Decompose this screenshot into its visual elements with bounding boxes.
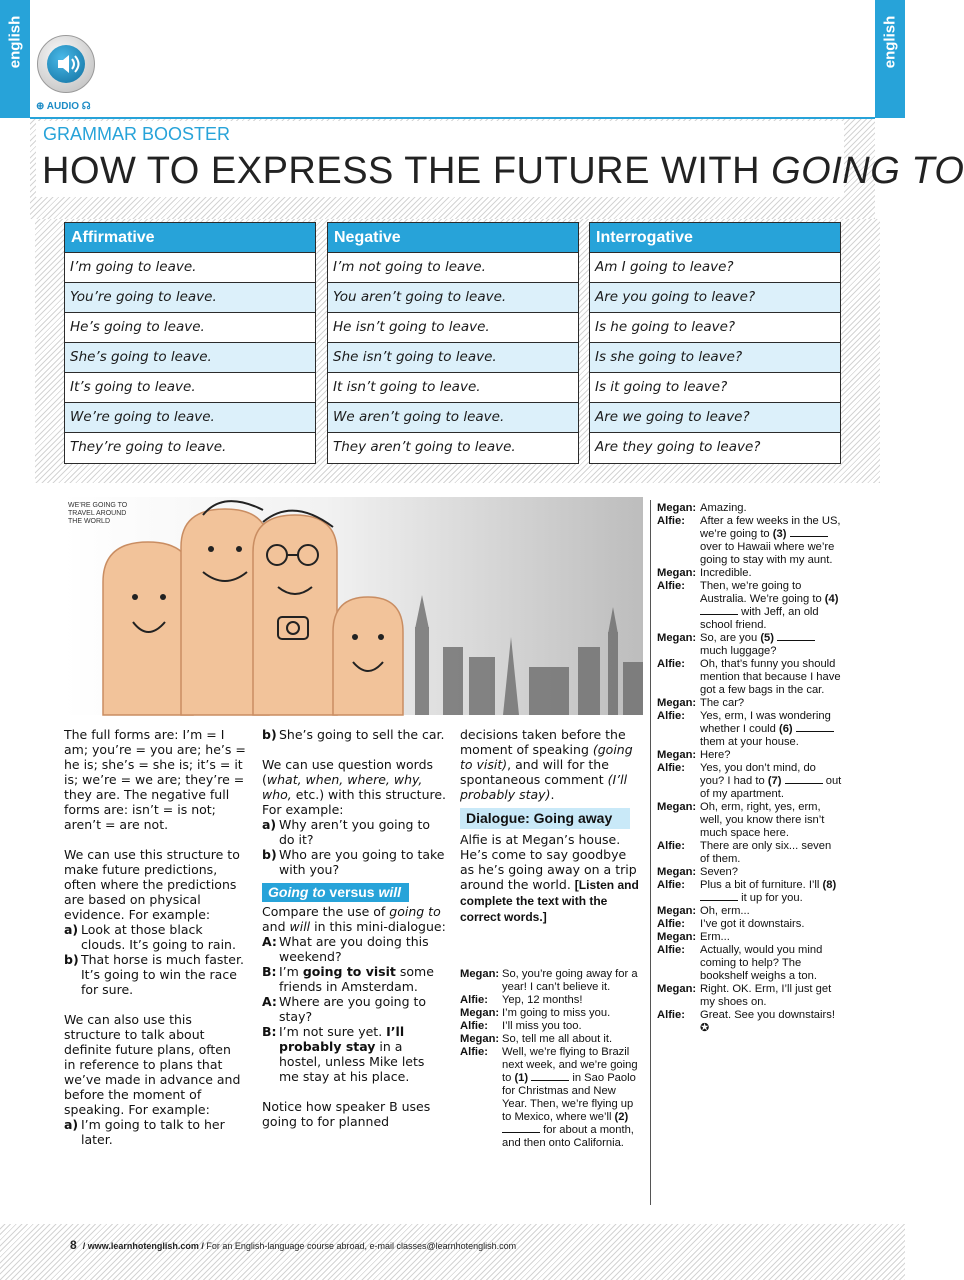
section-subheading: Going to versus will <box>262 883 409 902</box>
dialogue-line: Megan: The car? <box>657 697 745 709</box>
column-divider <box>650 500 651 1205</box>
dialogue-heading: Dialogue: Going away <box>460 808 630 829</box>
list-item: A: Where are you going to stay? <box>262 994 427 1024</box>
dialogue-line: Alfie: I’ll miss you too. <box>460 1020 582 1032</box>
table-row: I’m not going to leave. <box>328 253 578 283</box>
answer-gap[interactable] <box>700 606 738 615</box>
table-row: It’s going to leave. <box>65 373 315 403</box>
answer-gap[interactable] <box>502 1124 540 1133</box>
list-item: b) That horse is much faster. It’s going to win the race for sure. <box>64 952 244 997</box>
dialogue-line: Megan: Erm... <box>657 931 730 943</box>
dialogue-line: Alfie: Great. See you downstairs! ✪ <box>657 1009 835 1034</box>
list-item: a) Look at those black clouds. It’s going to rain. <box>64 922 236 952</box>
list-item: A: What are you doing this weekend? <box>262 934 429 964</box>
interrogative-table <box>589 222 841 464</box>
table-row: Am I going to leave? <box>590 253 840 283</box>
brand-logo-right: english <box>881 15 899 69</box>
answer-gap[interactable] <box>531 1072 569 1081</box>
paragraph: Alfie is at Megan’s house. He’s come to say goodbye as he’s going away on a trip around the world. [Listen and complete the text with the correct words.] <box>460 832 639 924</box>
list-item: a) Why aren’t you going to do it? <box>262 817 431 847</box>
answer-gap[interactable] <box>700 892 738 901</box>
dialogue-part-1 <box>460 968 640 1150</box>
dialogue-part-2 <box>657 502 842 1035</box>
dialogue-line: Alfie: Actually, would you mind coming to help? The bookshelf weighs a ton. <box>657 944 823 982</box>
table-row: We’re going to leave. <box>65 403 315 433</box>
list-item: B: I’m going to visit some friends in Amsterdam. <box>262 964 434 994</box>
footer-link[interactable]: / www.learnhotenglish.com / <box>82 1241 204 1251</box>
dialogue-line: Megan: Oh, erm... <box>657 905 750 917</box>
answer-gap[interactable] <box>790 528 828 537</box>
brand-logo-left: english <box>6 15 24 69</box>
section-kicker: GRAMMAR BOOSTER <box>43 124 231 144</box>
table-header: Negative <box>328 223 578 253</box>
paragraph: The full forms are: I’m = I am; you’re = you are; he’s = he is; she’s = she is; it’s = it is; we’re = we are; they’re = they are. The negative full forms are: isn’t = is not; aren’t = are not. <box>64 727 246 832</box>
brand-tab-left <box>0 0 30 118</box>
speech-bubble: WE’RE GOING TO TRAVEL AROUND THE WORLD <box>68 502 128 525</box>
audio-button[interactable] <box>37 35 95 93</box>
speaker-icon <box>47 45 85 83</box>
table-row: You aren’t going to leave. <box>328 283 578 313</box>
finger-people-illustration <box>63 497 643 715</box>
table-row: He’s going to leave. <box>65 313 315 343</box>
negative-table <box>327 222 579 464</box>
page-number: 8 <box>70 1238 77 1252</box>
dialogue-line: Megan: So, are you (5) much luggage? <box>657 632 842 658</box>
dialogue-line: Megan: So, tell me all about it. <box>460 1033 613 1045</box>
dialogue-line: Alfie: Plus a bit of furniture. I’ll (8) it up for you. <box>657 879 837 904</box>
table-row: I’m going to leave. <box>65 253 315 283</box>
article-column-2 <box>262 727 448 1129</box>
table-row: It isn’t going to leave. <box>328 373 578 403</box>
dialogue-line: Megan: Incredible. <box>657 567 752 579</box>
audio-label: ⊕ AUDIO ☊ <box>36 101 91 112</box>
paragraph: Compare the use of going to and will in this mini-dialogue: <box>262 904 446 934</box>
dialogue-line: Alfie: There are only six... seven of them. <box>657 840 832 865</box>
dialogue-line: Alfie: Yes, you don’t mind, do you? I had to (7) out of my apartment. <box>657 762 842 800</box>
paragraph: We can use this structure to make future predictions, often where the predictions are based on physical evidence. For example: <box>64 847 240 922</box>
dialogue-line: Megan: Seven? <box>657 866 738 878</box>
paragraph: Notice how speaker B uses going to for planned <box>262 1099 431 1129</box>
table-row: We aren’t going to leave. <box>328 403 578 433</box>
table-row: Are we going to leave? <box>590 403 840 433</box>
table-header: Affirmative <box>65 223 315 253</box>
dialogue-line: Megan: So, you’re going away for a year! I can’t believe it. <box>460 968 638 993</box>
dialogue-line: Alfie: I’ve got it downstairs. <box>657 918 805 930</box>
dialogue-line: Megan: Oh, erm, right, yes, erm, well, you know there isn’t much space here. <box>657 801 825 839</box>
list-item: a) I’m going to talk to her later. <box>64 1117 225 1147</box>
dialogue-line: Megan: I’m going to miss you. <box>460 1007 611 1019</box>
paragraph: We can use question words (what, when, where, why, who, etc.) with this structure. For example: <box>262 757 447 817</box>
table-row: Are they going to leave? <box>595 439 761 455</box>
list-item: B: I’m not sure yet. I’ll probably stay in a hostel, unless Mike lets me stay at his place. <box>262 1024 425 1084</box>
table-row: They aren’t going to leave. <box>333 439 516 455</box>
table-row: Is it going to leave? <box>590 373 840 403</box>
dialogue-line: Megan: Right. OK. Erm, I’ll just get my shoes on. <box>657 983 832 1008</box>
paragraph: We can also use this structure to talk about definite future plans, often in reference to plans that we’ve made in advance and before the moment of speaking. For example: <box>64 1012 241 1117</box>
answer-gap[interactable] <box>796 723 834 732</box>
table-row: Is she going to leave? <box>590 343 840 373</box>
dialogue-line: Alfie: Yep, 12 months! <box>460 994 583 1006</box>
table-row: Are you going to leave? <box>590 283 840 313</box>
brand-tab-right <box>875 0 905 118</box>
table-header: Interrogative <box>590 223 840 253</box>
paragraph: decisions taken before the moment of speaking (going to visit), and will for the spontaneous comment (I’ll probably stay). <box>460 727 633 802</box>
article-column-1 <box>64 727 246 1147</box>
answer-gap[interactable] <box>777 632 815 641</box>
table-row: You’re going to leave. <box>65 283 315 313</box>
table-row: They’re going to leave. <box>70 439 227 455</box>
dialogue-line: Alfie: Then, we’re going to Australia. We’re going to (4) with Jeff, an old school friend. <box>657 580 839 631</box>
list-item: b) She’s going to sell the car. <box>262 727 445 742</box>
table-row: Is he going to leave? <box>590 313 840 343</box>
dialogue-line: Alfie: After a few weeks in the US, we’re going to (3) over to Hawaii where we’re going to stay with my aunt. <box>657 515 841 566</box>
dialogue-line: Alfie: Oh, that’s funny you should mention that because I have got a few bags in the car. <box>657 658 841 696</box>
dialogue-line: Megan: Here? <box>657 749 731 761</box>
affirmative-table <box>64 222 316 464</box>
dialogue-line: Alfie: Well, we’re flying to Brazil next week, and we’re going to (1) in Sao Paolo for Christmas and New Year. Then, we’re flying up to Mexico, where we’ll (2) for about a month, and then onto California. <box>460 1046 638 1149</box>
table-row: He isn’t going to leave. <box>328 313 578 343</box>
table-row: She’s going to leave. <box>65 343 315 373</box>
page-title: HOW TO EXPRESS THE FUTURE WITH GOING TO <box>42 150 964 192</box>
dialogue-line: Alfie: Yes, erm, I was wondering whether I could (6) them at your house. <box>657 710 842 749</box>
answer-gap[interactable] <box>785 775 823 784</box>
footer-text: 8 / www.learnhotenglish.com / For an English-language course abroad, e-mail classes@learnhotenglish.com <box>70 1238 517 1252</box>
page-footer <box>0 1224 905 1280</box>
list-item: b) Who are you going to take with you? <box>262 847 445 877</box>
table-row: She isn’t going to leave. <box>328 343 578 373</box>
article-column-3 <box>460 727 640 925</box>
dialogue-line: Megan: Amazing. <box>657 502 747 514</box>
